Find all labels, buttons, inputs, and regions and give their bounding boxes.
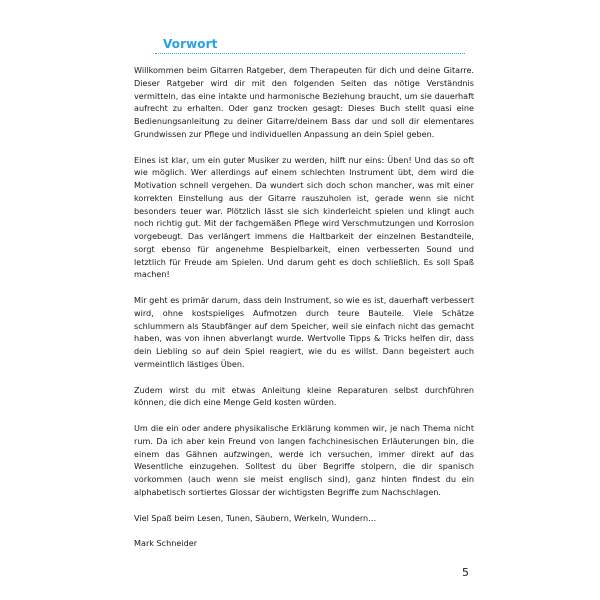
heading-block [155, 37, 465, 57]
author-signature: Mark Schneider [134, 538, 198, 549]
paragraph-improvement: Mir geht es primär darum, dass dein Instrument, so wie es ist, dauerhaft verbessert wird, ohne kostspieliges Aufmotzen durch teure Bauteile. Viele Schätze schlummern als Staubfänger auf dem Speicher, weil sie einfach nicht das gemacht haben, was von ihnen abverlangt wurde. Wertvolle Tipps & Tricks helfen dir, dass dein Liebling so auf dein Spiel reagiert, wie du es willst. Dann begeistert auch vermeintlich lästiges Üben. [134, 295, 474, 369]
paragraph-explanations: Um die ein oder andere physikalische Erklärung kommen wir, je nach Thema nicht rum. Da ich aber kein Freund von langen fachchinesischen Erläuterungen bin, die einem das Gähnen aufzwingen, werde ich versuchen, immer direkt auf das Wesentliche einzugehen. Solltest du über Begriffe stolpern, die dir spanisch vorkommen (auch wenn sie meist englisch sind), ganz hinten findest du ein alphabetisch sortiertes Glossar der wichtigsten Begriffe zum Nachschlagen. [134, 423, 474, 497]
paragraph-repairs: Zudem wirst du mit etwas Anleitung kleine Reparaturen selbst durchführen können, die dich eine Menge Geld kosten würden. [134, 384, 474, 408]
paragraph-welcome: Willkommen beim Gitarren Ratgeber, dem Therapeuten für dich und deine Gitarre. Dieser Ratgeber wird dir mit den folgenden Seiten das nötige Verständnis vermitteln, das eine intakte und harmonische Beziehung braucht, um sie dauerhaft aufrecht zu erhalten. Oder ganz trocken gesagt: Dieses Buch stellt quasi eine Bedienungsanleitung zu deiner Gitarre/deinem Bass dar und soll dir elementares Grundwissen zur Pflege und individuellen Anpassung an dein Spiel geben. [134, 65, 474, 139]
page-heading: Vorwort [163, 37, 218, 51]
heading-divider [155, 53, 465, 54]
page-number: 5 [462, 566, 469, 579]
foreword-body [134, 64, 474, 563]
paragraph-practice: Eines ist klar, um ein guter Musiker zu werden, hilft nur eins: Üben! Und das so oft wie möglich. Wer allerdings auf einem schlechten Instrument übt, dem wird die Motivation schnell vergehen. Da wundert sich doch schon mancher, was mit einer korrekten Einstellung aus der Gitarre rauszuholen ist, gerade wenn sie nicht besonders teuer war. Plötzlich lässt sie sich kinderleicht spielen und klingt auch noch richtig gut. Mit der fachgemäßen Pflege wird Verschmutzungen und Korrosion vorgebeugt. Das verlängert immens die Haltbarkeit der einzelnen Bestandteile, sorgt ebenso für angenehme Bespielbarkeit, einen verbesserten Sound und letztlich für Freude am Spielen. Und darum geht es doch schließlich. Es soll Spaß machen! [134, 154, 474, 280]
paragraph-closing: Viel Spaß beim Lesen, Tunen, Säubern, Werkeln, Wundern… [134, 512, 377, 523]
